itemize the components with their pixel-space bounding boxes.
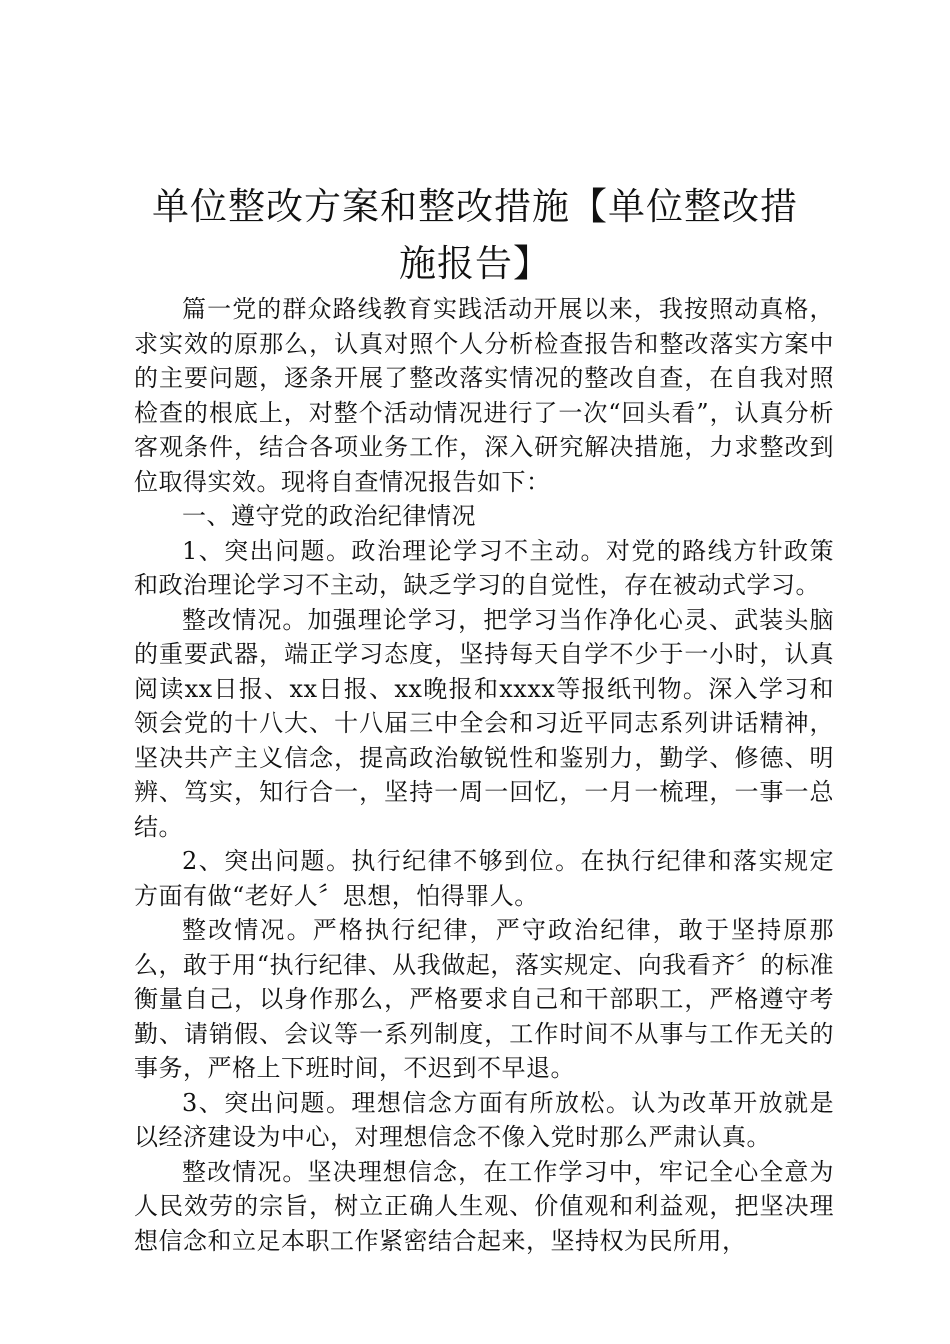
paragraph-intro: 篇一党的群众路线教育实践活动开展以来，我按照动真格，求实效的原那么，认真对照个人分析检查报告和整改落实方案中的主要问题，逐条开展了整改落实情况的整改自查，在自我对照检查的根底上，对整个活动情况进行了一次“回头看”，认真分析客观条件，结合各项业务工作，深入研究解决措施，力求整改到位取得实效。现将自查情况报告如下： — [134, 295, 834, 496]
paragraph-problem-3: 3、突出问题。理想信念方面有所放松。认为改革开放就是以经济建设为中心，对理想信念不像入党时那么严肃认真。 — [134, 1088, 834, 1151]
document-body — [134, 292, 834, 1258]
paragraph-rectification-3: 整改情况。坚决理想信念，在工作学习中，牢记全心全意为人民效劳的宗旨，树立正确人生观、价值观和利益观，把坚决理想信念和立足本职工作紧密结合起来，坚持权为民所用， — [134, 1157, 834, 1255]
paragraph-problem-1: 1、突出问题。政治理论学习不主动。对党的路线方针政策和政治理论学习不主动，缺乏学习的自觉性，存在被动式学习。 — [134, 536, 834, 599]
paragraph-problem-2: 2、突出问题。执行纪律不够到位。在执行纪律和落实规定方面有做“老好人〞思想，怕得罪人。 — [134, 847, 834, 910]
section-heading: 一、遵守党的政治纪律情况 — [182, 502, 476, 530]
paragraph-rectification-2: 整改情况。严格执行纪律，严守政治纪律，敢于坚持原那么，敢于用“执行纪律、从我做起，落实规定、向我看齐〞的标准衡量自己，以身作那么，严格要求自己和干部职工，严格遵守考勤、请销假、会议等一系列制度，工作时间不从事与工作无关的事务，严格上下班时间，不迟到不早退。 — [134, 916, 834, 1082]
document-title: 单位整改方案和整改措施【单位整改措施报告】 — [152, 185, 798, 285]
paragraph-rectification-1: 整改情况。加强理论学习，把学习当作净化心灵、武装头脑的重要武器，端正学习态度，坚持每天自学不少于一小时，认真阅读xx日报、xx日报、xx晚报和xxxx等报纸刊物。深入学习和领会党的十八大、十八届三中全会和习近平同志系列讲话精神，坚决共产主义信念，提高政治敏锐性和鉴别力，勤学、修德、明辨、笃实，知行合一，坚持一周一回忆，一月一梳理，一事一总结。 — [134, 605, 834, 841]
